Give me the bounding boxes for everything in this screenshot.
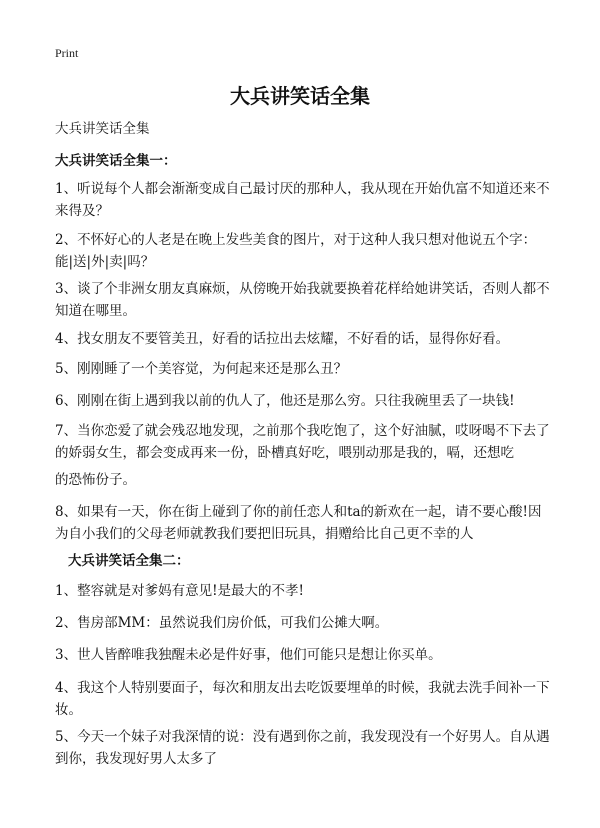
subtitle: 大兵讲笑话全集 (55, 121, 150, 137)
joke-1-6: 6、刚刚在街上遇到我以前的仇人了，他还是那么穷。只往我碗里丢了一块钱! (55, 393, 515, 409)
section2-heading: 大兵讲笑话全集二： (68, 553, 190, 569)
joke-2-3: 3、世人皆醉唯我独醒未必是件好事，他们可能只是想让你买单。 (55, 647, 442, 663)
joke-1-4: 4、找女朋友不要管美丑，好看的话拉出去炫耀，不好看的话，显得你好看。 (55, 331, 510, 347)
joke-2-4: 4、我这个人特别要面子，每次和朋友出去吃饭要埋单的时候，我就去洗手间补一下妆。 (55, 680, 550, 718)
joke-2-5: 5、今天一个妹子对我深情的说：没有遇到你之前，我发现没有一个好男人。自从遇到你，我发现好男人太多了 (55, 729, 550, 767)
joke-1-8: 8、如果有一天，你在街上碰到了你的前任恋人和ta的新欢在一起，请不要心酸!因为自小我们的父母老师就教我们要把旧玩具，捐赠给比自己更不幸的人 (55, 504, 542, 542)
joke-1-3: 3、谈了个非洲女朋友真麻烦，从傍晚开始我就要换着花样给她讲笑话，否则人都不知道在哪里。 (55, 281, 550, 319)
section1-heading: 大兵讲笑话全集一： (55, 153, 177, 169)
joke-1-7-continued: 的恐怖份子。 (55, 472, 136, 488)
joke-1-1: 1、听说每个人都会渐渐变成自己最讨厌的那种人，我从现在开始仇富不知道还来不来得及？ (55, 181, 550, 219)
print-link[interactable]: Print (55, 46, 79, 60)
joke-1-2: 2、不怀好心的人老是在晚上发些美食的图片，对于这种人我只想对他说五个字：能|送|外|卖|吗？ (55, 232, 537, 270)
joke-2-1: 1、整容就是对爹妈有意见!是最大的不孝! (55, 583, 304, 599)
joke-1-7: 7、当你恋爱了就会残忍地发现，之前那个我吃饱了，这个好油腻，哎呀喝不下去了的娇弱女生，都会变成再来一份，卧槽真好吃，喂别动那是我的，嗝，还想吃 (55, 423, 550, 461)
page-title: 大兵讲笑话全集 (230, 84, 370, 108)
joke-1-5: 5、刚刚睡了一个美容觉，为何起来还是那么丑？ (55, 361, 348, 377)
joke-2-2: 2、售房部MM：虽然说我们房价低，可我们公摊大啊。 (55, 615, 389, 631)
